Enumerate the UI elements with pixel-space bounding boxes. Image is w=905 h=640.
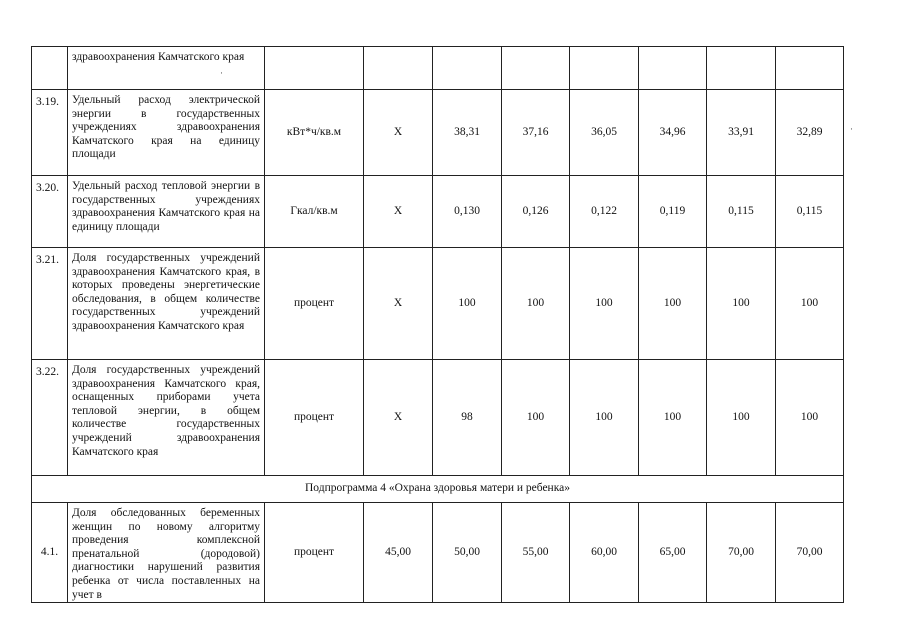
table-row [32,503,844,603]
value-cell: 36,05 [570,90,639,176]
value-cell: Х [364,176,433,248]
value-cell: 60,00 [570,503,639,603]
row-description: Удельный расход тепловой энергии в государственных учреждениях здравоохранения Камчатского края на единицу площади [68,176,265,248]
row-description: Доля государственных учреждений здравоохранения Камчатского края, в которых проведены энергетические обследования, в общем количестве государственных учреждений здравоохранения Камчатского края [68,248,265,360]
value-cell: 65,00 [639,503,707,603]
value-cell: 100 [707,360,776,476]
value-cell: 38,31 [433,90,502,176]
row-unit: Гкал/кв.м [265,176,364,248]
value-cell: 0,130 [433,176,502,248]
row-number: 3.21. [32,248,68,360]
row-unit [265,47,364,90]
row-unit: процент [265,503,364,603]
indicators-table [31,46,844,603]
value-cell: 100 [639,248,707,360]
row-unit: процент [265,248,364,360]
table-row [32,360,844,476]
value-cell [639,47,707,90]
value-cell [433,47,502,90]
value-cell: Х [364,360,433,476]
row-unit: процент [265,360,364,476]
table-row [32,47,844,90]
value-cell: 100 [776,248,844,360]
row-number: 4.1. [32,503,68,603]
value-cell: 32,89 [776,90,844,176]
value-cell: 100 [502,360,570,476]
row-number: 3.22. [32,360,68,476]
row-number: 3.20. [32,176,68,248]
table-row [32,176,844,248]
value-cell: 0,122 [570,176,639,248]
value-cell: 70,00 [776,503,844,603]
row-description: Удельный расход электрической энергии в государственных учреждениях здравоохранения Камчатского края на единицу площади [68,90,265,176]
value-cell: 34,96 [639,90,707,176]
value-cell: Х [364,248,433,360]
value-cell: 55,00 [502,503,570,603]
row-description: Доля государственных учреждений здравоохранения Камчатского края, оснащенных приборами учета тепловой энергии, в общем количестве государственных учреждений здравоохранения Камчатского края [68,360,265,476]
subprogram-row [32,476,844,503]
value-cell [776,47,844,90]
table-row [32,90,844,176]
value-cell: 100 [570,360,639,476]
table-row [32,248,844,360]
scan-speck: · [850,124,853,134]
row-description: здравоохранения Камчатского края [68,47,265,90]
value-cell: Х [364,90,433,176]
value-cell: 0,115 [776,176,844,248]
value-cell: 100 [502,248,570,360]
value-cell: 100 [433,248,502,360]
value-cell [570,47,639,90]
scan-speck: · [220,68,223,78]
value-cell: 100 [707,248,776,360]
value-cell: 0,115 [707,176,776,248]
value-cell [502,47,570,90]
row-unit: кВт*ч/кв.м [265,90,364,176]
row-description: Доля обследованных беременных женщин по новому алгоритму проведения комплексной пренатальной (дородовой) диагностики нарушений развития ребенка от числа поставленных на учет в [68,503,265,603]
value-cell: 37,16 [502,90,570,176]
value-cell: 45,00 [364,503,433,603]
value-cell: 0,119 [639,176,707,248]
value-cell: 98 [433,360,502,476]
value-cell: 100 [570,248,639,360]
row-number [32,47,68,90]
value-cell: 50,00 [433,503,502,603]
row-number: 3.19. [32,90,68,176]
value-cell: 0,126 [502,176,570,248]
value-cell: 70,00 [707,503,776,603]
value-cell: 100 [776,360,844,476]
value-cell [364,47,433,90]
value-cell [707,47,776,90]
value-cell: 100 [639,360,707,476]
subprogram-title: Подпрограмма 4 «Охрана здоровья матери и ребенка» [32,476,844,503]
value-cell: 33,91 [707,90,776,176]
